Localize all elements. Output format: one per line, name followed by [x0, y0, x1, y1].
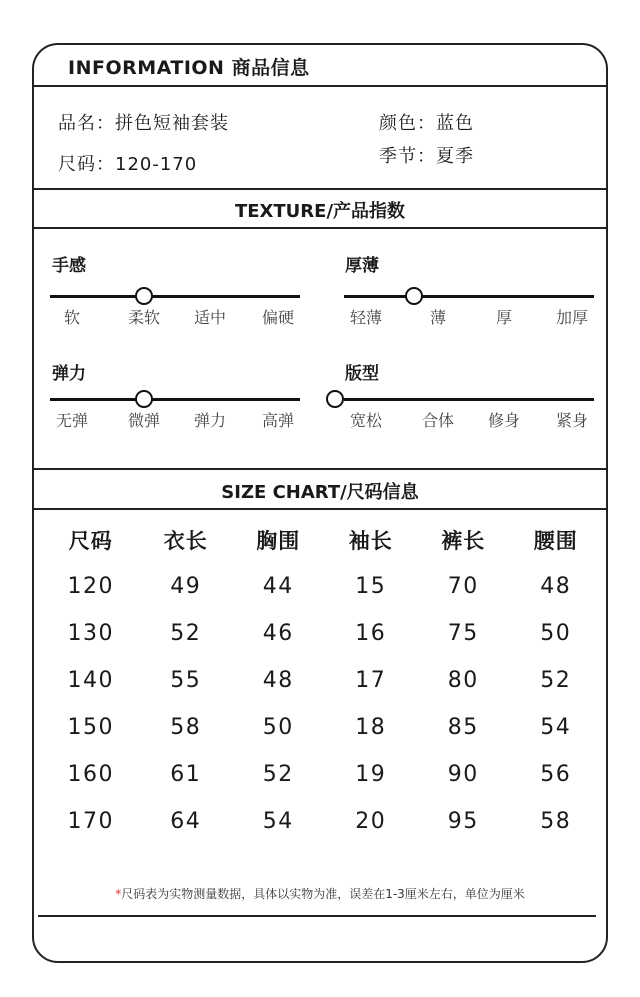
scale-option: 弹力: [193, 411, 227, 430]
scale-option: 高弹: [261, 411, 295, 430]
texture-label-feel: 手感: [52, 256, 86, 276]
header-pants-length: 裤长: [441, 529, 486, 553]
product-info-card: [32, 43, 608, 963]
note-asterisk: *: [115, 887, 122, 901]
scale-indicator: [405, 287, 423, 305]
scale-track: [344, 295, 594, 298]
product-color: 颜色：蓝色: [379, 113, 474, 134]
divider: [34, 85, 606, 87]
scale-option: 合体: [421, 411, 455, 430]
table-cell: 52: [540, 668, 572, 693]
product-name: 品名：拼色短袖套装: [58, 113, 229, 134]
table-cell: 54: [540, 715, 572, 740]
table-cell: 55: [170, 668, 202, 693]
scale-option: 紧身: [555, 411, 589, 430]
table-cell: 160: [67, 762, 114, 787]
table-cell: 48: [262, 668, 294, 693]
table-cell: 44: [262, 574, 294, 599]
table-cell: 50: [540, 621, 572, 646]
divider: [34, 468, 606, 470]
scale-option: 软: [63, 308, 81, 327]
scale-option: 修身: [487, 411, 521, 430]
size-chart-header-row: [42, 517, 602, 563]
table-cell: 64: [170, 809, 202, 834]
table-cell: 80: [447, 668, 479, 693]
table-cell: 75: [447, 621, 479, 646]
note-text: 尺码表为实物测量数据，具体以实物为准，误差在1-3厘米左右，单位为厘米: [121, 887, 525, 901]
table-cell: 130: [67, 621, 114, 646]
texture-scale-fit: [344, 390, 594, 450]
texture-label-thickness: 厚薄: [345, 256, 379, 276]
product-season: 季节：夏季: [379, 146, 474, 167]
table-cell: 70: [447, 574, 479, 599]
table-cell: 49: [170, 574, 202, 599]
table-cell: 19: [355, 762, 387, 787]
scale-indicator: [326, 390, 344, 408]
texture-scale-feel: [50, 287, 300, 347]
divider: [34, 227, 606, 229]
scale-option: 厚: [495, 308, 513, 327]
scale-option: 偏硬: [261, 308, 295, 327]
scale-indicator: [135, 390, 153, 408]
divider: [38, 915, 596, 917]
table-cell: 46: [262, 621, 294, 646]
product-size-range: 尺码：120-170: [58, 154, 198, 175]
texture-scale-elasticity: [50, 390, 300, 450]
table-cell: 90: [447, 762, 479, 787]
header-chest: 胸围: [256, 529, 301, 553]
table-cell: 56: [540, 762, 572, 787]
scale-option: 适中: [193, 308, 227, 327]
table-row: [42, 563, 602, 610]
scale-option: 宽松: [349, 411, 383, 430]
header-sleeve: 袖长: [348, 529, 393, 553]
size-note: [34, 885, 606, 902]
table-cell: 52: [262, 762, 294, 787]
scale-option: 薄: [429, 308, 447, 327]
size-chart-table: [42, 517, 602, 845]
table-cell: 50: [262, 715, 294, 740]
table-cell: 140: [67, 668, 114, 693]
table-cell: 85: [447, 715, 479, 740]
scale-option: 轻薄: [349, 308, 383, 327]
table-row: [42, 610, 602, 657]
table-cell: 54: [262, 809, 294, 834]
table-cell: 20: [355, 809, 387, 834]
table-row: [42, 751, 602, 798]
table-cell: 48: [540, 574, 572, 599]
scale-track: [344, 398, 594, 401]
table-cell: 120: [67, 574, 114, 599]
information-heading: INFORMATION 商品信息: [68, 57, 310, 79]
scale-option: 柔软: [127, 308, 161, 327]
table-row: [42, 704, 602, 751]
table-cell: 58: [540, 809, 572, 834]
scale-option: 微弹: [127, 411, 161, 430]
scale-option: 加厚: [555, 308, 589, 327]
header-size: 尺码: [68, 529, 113, 553]
scale-track: [50, 295, 300, 298]
table-cell: 170: [67, 809, 114, 834]
table-row: [42, 657, 602, 704]
size-chart-heading: SIZE CHART/尺码信息: [221, 482, 419, 503]
header-waist: 腰围: [533, 529, 578, 553]
table-cell: 18: [355, 715, 387, 740]
texture-label-fit: 版型: [345, 364, 379, 384]
scale-indicator: [135, 287, 153, 305]
divider: [34, 188, 606, 190]
table-cell: 15: [355, 574, 387, 599]
table-cell: 150: [67, 715, 114, 740]
texture-heading: TEXTURE/产品指数: [234, 201, 406, 222]
divider: [34, 508, 606, 510]
table-cell: 95: [447, 809, 479, 834]
table-cell: 16: [355, 621, 387, 646]
table-row: [42, 798, 602, 845]
scale-track: [50, 398, 300, 401]
header-length: 衣长: [163, 529, 208, 553]
scale-option: 无弹: [55, 411, 89, 430]
texture-label-elasticity: 弹力: [52, 364, 86, 384]
table-cell: 61: [170, 762, 202, 787]
table-cell: 52: [170, 621, 202, 646]
texture-scale-thickness: [344, 287, 594, 347]
table-cell: 17: [355, 668, 387, 693]
table-cell: 58: [170, 715, 202, 740]
